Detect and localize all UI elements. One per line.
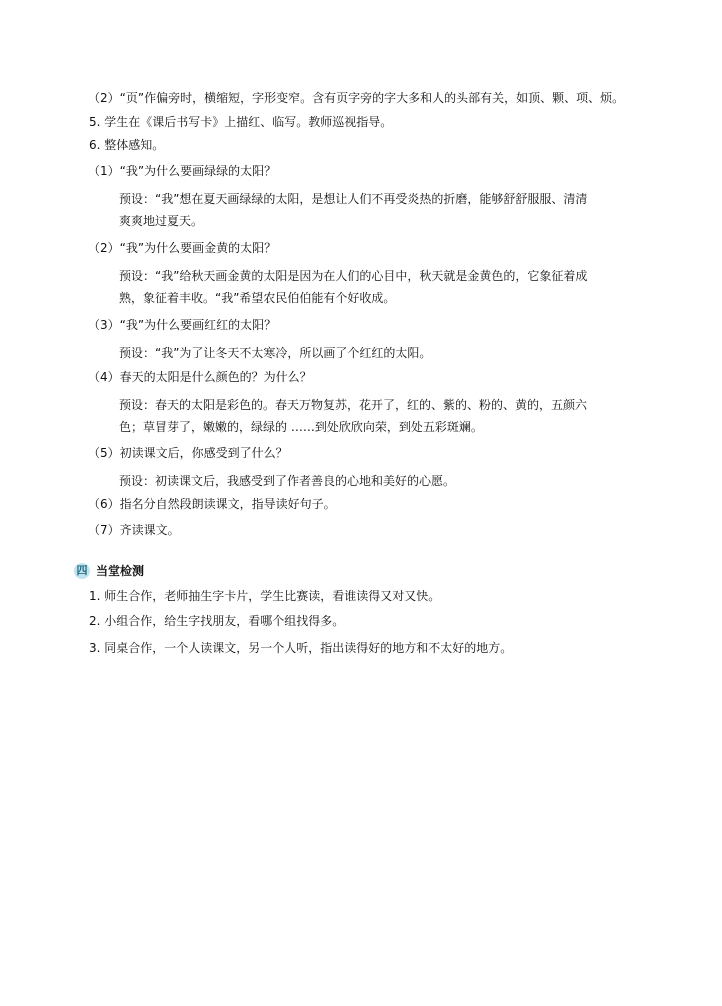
step-6-overall: 6. 整体感知。: [89, 138, 165, 152]
answer-1-line-2: 爽爽地过夏天。: [119, 214, 204, 228]
answer-1-line-1: 预设：“我”想在夏天画绿绿的太阳，是想让人们不再受炎热的折磨，能够舒舒服服、清清: [119, 192, 588, 206]
answer-2-line-2: 熟，象征着丰收。“我”希望农民伯伯能有个好收成。: [119, 291, 396, 305]
answer-4-line-2: 色；草冒芽了，嫩嫩的，绿绿的 ……到处欣欣向荣，到处五彩斑斓。: [119, 420, 483, 434]
answer-2-line-1: 预设：“我”给秋天画金黄的太阳是因为在人们的心目中，秋天就是金黄色的，它象征着成: [119, 269, 588, 283]
question-3: （3）“我”为什么要画红红的太阳？: [88, 318, 277, 332]
question-5: （5）初读课文后，你感受到了什么？: [88, 446, 288, 460]
answer-3: 预设：“我”为了让冬天不太寒冷，所以画了个红红的太阳。: [119, 346, 432, 360]
answer-5: 预设：初读课文后，我感受到了作者善良的心地和美好的心愿。: [119, 474, 456, 488]
exercise-1: 1. 师生合作，老师抽生字卡片，学生比赛读，看谁读得又对又快。: [89, 589, 441, 603]
item-6: （6）指名分自然段朗读课文，指导读好句子。: [88, 497, 336, 511]
section-number-badge: 四: [74, 563, 90, 579]
section-title: 当堂检测: [96, 564, 145, 578]
question-4: （4）春天的太阳是什么颜色的？为什么？: [88, 370, 312, 384]
item-7: （7）齐读课文。: [88, 523, 180, 537]
exercise-3: 3. 同桌合作，一个人读课文，另一个人听，指出读得好的地方和不太好的地方。: [89, 641, 513, 655]
note-2-ye-radical: （2）“页”作偏旁时，横缩短，字形变窄。含有页字旁的字大多和人的头部有关，如顶、颗、项、烦。: [88, 91, 625, 105]
step-5-writing: 5. 学生在《课后书写卡》上描红、临写。教师巡视指导。: [89, 115, 393, 129]
answer-4-line-1: 预设：春天的太阳是彩色的。春天万物复苏，花开了，红的、紫的、粉的、黄的，五颜六: [119, 398, 588, 412]
question-2: （2）“我”为什么要画金黄的太阳？: [88, 241, 277, 255]
exercise-2: 2. 小组合作，给生字找朋友，看哪个组找得多。: [89, 614, 345, 628]
question-1: （1）“我”为什么要画绿绿的太阳？: [88, 164, 277, 178]
